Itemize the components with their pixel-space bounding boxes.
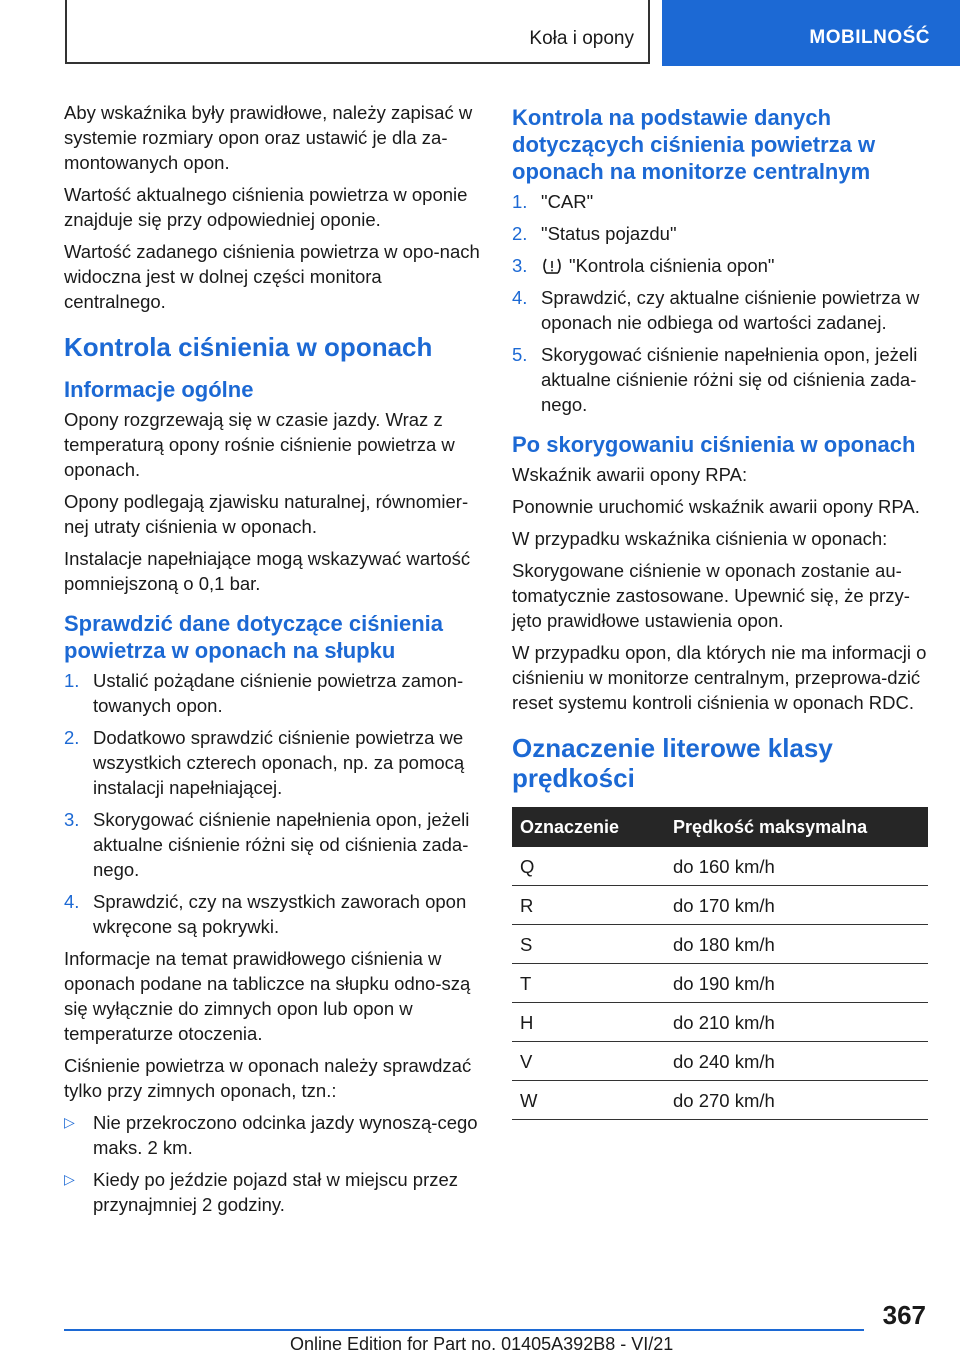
page-number: 367 [882,1300,926,1330]
tire-pressure-warning-icon [541,257,563,275]
speed-code: T [512,964,665,1003]
list-item [64,725,484,800]
speed-code: S [512,925,665,964]
max-speed: do 190 km/h [665,964,928,1003]
after-paragraph: Informacje na temat prawidłowego ciśnienia w oponach podane na tabliczce na słupku odno-szą się wyłącznie do zimnych opon lub opon w temperaturze otoczenia. [64,948,471,1044]
after-paragraph: Ciśnienie powietrza w oponach należy sprawdzać tylko przy zimnych oponach, tzn.: [64,1055,472,1101]
speed-code: Q [512,847,665,886]
page-header [0,0,960,66]
step-number: 5. [512,344,528,365]
left-column [64,100,484,1224]
right-column [512,100,930,1120]
step-text: Skorygować ciśnienie napełnienia opon, jeżeli aktualne ciśnienie różni się od ciśnienia zada-nego. [541,344,918,415]
after-paragraph: Wskaźnik awarii opony RPA: [512,464,748,485]
list-item [64,889,484,939]
footer-divider [64,1329,864,1331]
cold-tire-conditions [64,1110,484,1217]
step-text: "Status pojazdu" [541,223,677,244]
max-speed: do 210 km/h [665,1003,928,1042]
step-text: "Kontrola ciśnienia opon" [569,255,775,276]
heading-after-correction: Po skorygowaniu ciśnienia w oponach [512,432,916,457]
table-row [512,1081,928,1120]
after-paragraph: W przypadku opon, dla których nie ma informacji o ciśnieniu w monitorze centralnym, przeprowa-dzić reset systemu kontroli ciśnienia w oponach RDC. [512,642,927,713]
heading-speed-rating: Oznaczenie literowe klasy prędkości [512,733,833,793]
max-speed: do 180 km/h [665,925,928,964]
triangle-bullet-icon: ▷ [64,1114,75,1130]
section-tab [65,0,650,64]
list-item [64,1167,484,1217]
chapter-tab [662,0,960,66]
step-number: 3. [512,255,528,276]
step-text: "CAR" [541,191,594,212]
general-paragraph: Opony podlegają zjawisku naturalnej, równomier-nej utraty ciśnienia w oponach. [64,491,469,537]
step-text: Skorygować ciśnienie napełnienia opon, jeżeli aktualne ciśnienie różni się od ciśnienia zada-nego. [93,809,470,880]
table-row [512,1042,928,1081]
general-paragraph: Instalacje napełniające mogą wskazywać wartość pomniejszoną o 0,1 bar. [64,548,471,594]
column-header-code: Oznaczenie [512,807,665,847]
intro-paragraph: Aby wskaźnika były prawidłowe, należy zapisać w systemie rozmiary opon oraz ustawić je dla za-montowanych opon. [64,102,473,173]
after-paragraph: Ponownie uruchomić wskaźnik awarii opony RPA. [512,496,920,517]
heading-tire-pressure-check: Kontrola ciśnienia w oponach [64,332,433,362]
edition-footer: Online Edition for Part no. 01405A392B8 - VI/21 [290,1334,674,1354]
heading-general-info: Informacje ogólne [64,377,254,402]
max-speed: do 240 km/h [665,1042,928,1081]
section-title: Koła i opony [529,28,634,49]
intro-paragraph: Wartość aktualnego ciśnienia powietrza w oponie znajduje się przy odpowiedniej oponie. [64,184,468,230]
column-header-max-speed: Prędkość maksymalna [665,807,928,847]
list-item [64,668,484,718]
table-row [512,886,928,925]
step-number: 2. [64,727,80,748]
general-paragraph: Opony rozgrzewają się w czasie jazdy. Wraz z temperaturą opony rośnie ciśnienie powietrza w oponach. [64,409,455,480]
speed-code: W [512,1081,665,1120]
after-paragraph: W przypadku wskaźnika ciśnienia w oponach: [512,528,888,549]
intro-paragraph: Wartość zadanego ciśnienia powietrza w opo-nach widoczna jest w dolnej części monitora centralnego. [64,241,480,312]
step-number: 2. [512,223,528,244]
heading-check-pillar-data: Sprawdzić dane dotyczące ciśnienia powietrza w oponach na słupku [64,611,444,663]
chapter-title: MOBILNOŚĆ [809,27,930,48]
step-number: 1. [64,670,80,691]
pillar-check-steps [64,668,484,939]
table-row [512,925,928,964]
step-text: Sprawdzić, czy na wszystkich zaworach opon wkręcone są pokrywki. [93,891,467,937]
speed-code: V [512,1042,665,1081]
speed-rating-table [512,807,928,1120]
monitor-check-steps [512,189,930,417]
step-text: Dodatkowo sprawdzić ciśnienie powietrza we wszystkich czterech oponach, np. za pomocą instalacji napełniającej. [93,727,465,798]
step-text: Ustalić pożądane ciśnienie powietrza zamon-towanych opon. [93,670,464,716]
table-header-row [512,807,928,847]
table-row [512,847,928,886]
speed-code: R [512,886,665,925]
step-text: Sprawdzić, czy aktualne ciśnienie powietrza w oponach nie odbiega od wartości zadanej. [541,287,920,333]
list-item [64,807,484,882]
step-number: 3. [64,809,80,830]
bullet-text: Nie przekroczono odcinka jazdy wynoszą-cego maks. 2 km. [93,1112,478,1158]
table-row [512,964,928,1003]
list-item [512,221,930,246]
after-paragraph: Skorygowane ciśnienie w oponach zostanie au-tomatycznie zastosowane. Upewnić się, że przy-jęto prawidłowe ustawienia opon. [512,560,910,631]
table-row [512,1003,928,1042]
step-number: 4. [64,891,80,912]
list-item [512,285,930,335]
list-item [512,253,930,278]
triangle-bullet-icon: ▷ [64,1171,75,1187]
step-number: 1. [512,191,528,212]
list-item [512,342,930,417]
bullet-text: Kiedy po jeździe pojazd stał w miejscu przez przynajmniej 2 godziny. [93,1169,459,1215]
max-speed: do 270 km/h [665,1081,928,1120]
step-number: 4. [512,287,528,308]
list-item [512,189,930,214]
heading-monitor-check: Kontrola na podstawie danych dotyczących ciśnienia powietrza w oponach na monitorze centralnym [512,105,876,184]
list-item [64,1110,484,1160]
max-speed: do 170 km/h [665,886,928,925]
speed-code: H [512,1003,665,1042]
max-speed: do 160 km/h [665,847,928,886]
